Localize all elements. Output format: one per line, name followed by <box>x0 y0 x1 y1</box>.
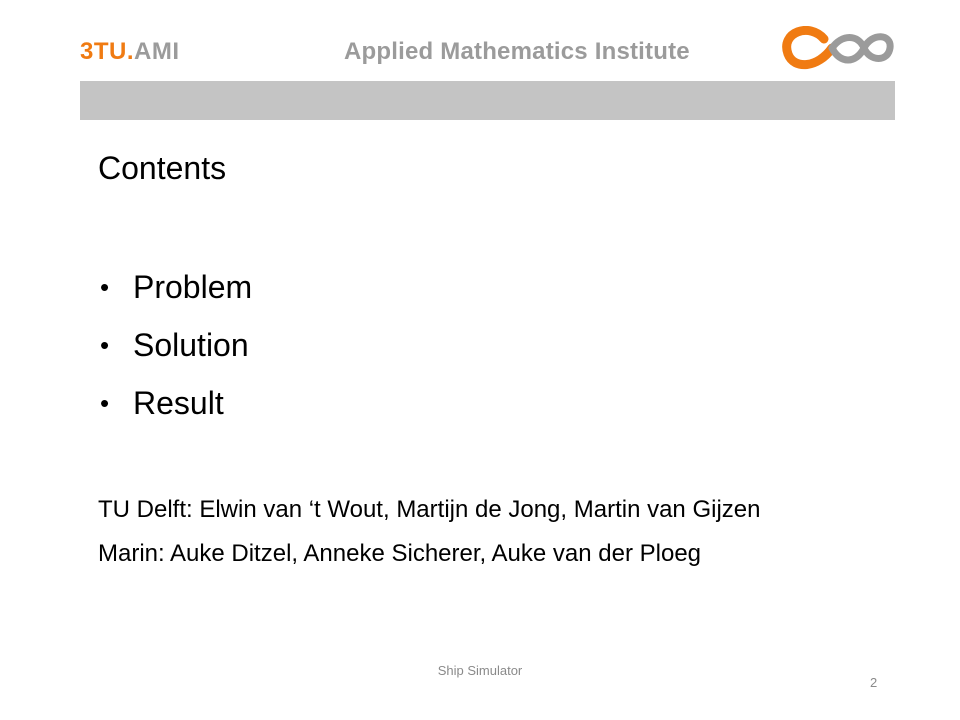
bullet-label: Result <box>133 385 224 421</box>
page-number: 2 <box>870 675 878 690</box>
footer-title: Ship Simulator <box>437 663 523 678</box>
brand-3tu-text: 3TU. <box>80 38 135 65</box>
list-item <box>98 265 252 323</box>
brand-ami-text: AMI <box>134 38 180 65</box>
institute-name: Applied Mathematics Institute <box>344 38 690 65</box>
bullet-icon: • <box>100 272 110 302</box>
bullet-label: Problem <box>133 269 253 305</box>
brand-3tu-ami <box>80 38 180 66</box>
credits <box>98 492 838 580</box>
slide-title: Contents <box>98 150 227 186</box>
list-item <box>98 323 252 381</box>
credit-tu-delft: TU Delft: Elwin van ‘t Wout, Martijn de Jong, Martin van Gijzen <box>98 496 761 523</box>
alpha-infinity-logo-icon <box>780 26 896 76</box>
bullet-label: Solution <box>133 327 249 363</box>
bullet-icon: • <box>100 330 110 360</box>
list-item <box>98 381 252 439</box>
header-banner <box>80 81 895 120</box>
bullet-list <box>98 265 252 439</box>
credit-marin: Marin: Auke Ditzel, Anneke Sicherer, Auke van der Ploeg <box>98 540 702 567</box>
bullet-icon: • <box>100 388 110 418</box>
